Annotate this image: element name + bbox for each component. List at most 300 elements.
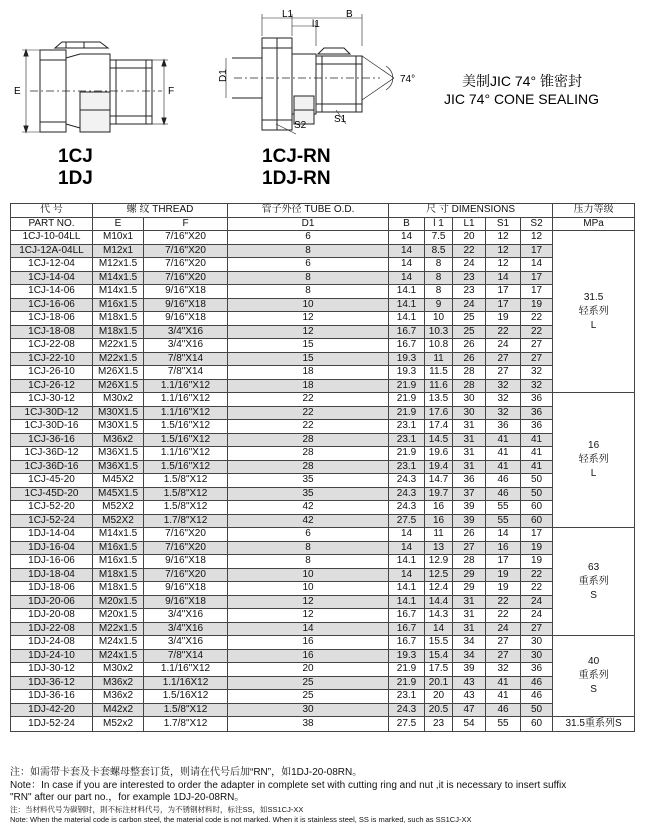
cell-dim-b: 14: [389, 231, 425, 245]
cell-dim-s2: 32: [521, 379, 553, 393]
cell-part-no: 1DJ-20-08: [11, 609, 93, 623]
cell-dim-b: 21.9: [389, 406, 425, 420]
cell-tube-d1: 8: [228, 244, 389, 258]
cell-part-no: 1DJ-22-08: [11, 622, 93, 636]
cell-dim-l1: 26: [453, 352, 486, 366]
cell-dim-l1: 29: [453, 568, 486, 582]
cell-dim-s2: 19: [521, 541, 553, 555]
cell-thread-e: M52x2: [93, 717, 144, 732]
cell-dim-l1-small: 16: [425, 514, 453, 528]
cell-dim-s1: 27: [486, 636, 521, 650]
cell-dim-s2: 22: [521, 312, 553, 326]
cell-dim-b: 16.7: [389, 622, 425, 636]
right-fitting-drawing: [226, 14, 394, 134]
cell-dim-b: 14.1: [389, 285, 425, 299]
pressure-cn: 重系列: [578, 670, 609, 681]
dim-label-angle: 74°: [400, 74, 416, 85]
cell-dim-b: 16.7: [389, 339, 425, 353]
cell-part-no: 1DJ-36-16: [11, 690, 93, 704]
cell-tube-d1: 6: [228, 231, 389, 245]
cell-dim-s1: 46: [486, 487, 521, 501]
cell-thread-e: M18x1.5: [93, 325, 144, 339]
dim-label-b: B: [346, 9, 353, 20]
cell-dim-l1-small: 11.5: [425, 366, 453, 380]
cell-dim-l1: 31: [453, 595, 486, 609]
cell-part-no: 1CJ-26-10: [11, 366, 93, 380]
cell-dim-b: 27.5: [389, 514, 425, 528]
cell-dim-s2: 41: [521, 433, 553, 447]
cell-dim-s2: 24: [521, 609, 553, 623]
cell-thread-e: M26X1.5: [93, 366, 144, 380]
cell-tube-d1: 8: [228, 285, 389, 299]
table-row: [11, 649, 635, 663]
cell-part-no: 1DJ-16-04: [11, 541, 93, 555]
cell-dim-s2: 60: [521, 501, 553, 515]
pressure-group-cell: [553, 528, 635, 636]
cell-dim-b: 14.1: [389, 298, 425, 312]
cell-dim-l1: 30: [453, 393, 486, 407]
cell-dim-l1-small: 14: [425, 622, 453, 636]
cell-part-no: 1CJ-36D-12: [11, 447, 93, 461]
cell-dim-b: 21.9: [389, 393, 425, 407]
table-row: [11, 582, 635, 596]
cell-dim-l1: 54: [453, 717, 486, 732]
cell-tube-d1: 16: [228, 636, 389, 650]
cell-dim-b: 19.3: [389, 649, 425, 663]
cell-dim-s2: 19: [521, 298, 553, 312]
dim-label-e: E: [14, 86, 21, 97]
table-row: [11, 717, 635, 732]
cell-part-no: 1CJ-30D-16: [11, 420, 93, 434]
dim-label-l1-upper: L1: [282, 9, 294, 20]
table-row: [11, 676, 635, 690]
cell-dim-s1: 17: [486, 555, 521, 569]
cell-part-no: 1CJ-10-04LL: [11, 231, 93, 245]
cell-dim-l1: 26: [453, 339, 486, 353]
cell-thread-f: 1.5/8"X12: [144, 703, 228, 717]
table-row: [11, 460, 635, 474]
cell-dim-s2: 17: [521, 271, 553, 285]
header-l1-small: l 1: [425, 217, 453, 231]
dim-label-f: F: [168, 86, 175, 97]
table-row: [11, 258, 635, 272]
cell-thread-f: 7/16"X20: [144, 271, 228, 285]
cell-dim-l1: 24: [453, 258, 486, 272]
table-row: [11, 474, 635, 488]
cell-thread-f: 7/16"X20: [144, 244, 228, 258]
cell-tube-d1: 25: [228, 676, 389, 690]
cell-dim-s1: 16: [486, 541, 521, 555]
cell-thread-f: 9/16"X18: [144, 298, 228, 312]
cell-thread-e: M36x2: [93, 690, 144, 704]
header-e: E: [93, 217, 144, 231]
cell-dim-l1: 25: [453, 325, 486, 339]
cell-dim-s1: 41: [486, 676, 521, 690]
cell-thread-e: M18x1.5: [93, 582, 144, 596]
cell-part-no: 1CJ-12-04: [11, 258, 93, 272]
cell-dim-l1-small: 14.5: [425, 433, 453, 447]
cell-dim-s2: 19: [521, 555, 553, 569]
cell-dim-l1-small: 15.5: [425, 636, 453, 650]
cell-thread-e: M22x1.5: [93, 622, 144, 636]
cell-part-no: 1DJ-24-08: [11, 636, 93, 650]
pressure-value: 63: [588, 561, 600, 573]
cell-thread-f: 3/4"X16: [144, 609, 228, 623]
cell-thread-e: M22x1.5: [93, 339, 144, 353]
pressure-group-cell: [553, 717, 635, 732]
label-1dj-rn: 1DJ-RN: [262, 168, 331, 189]
cell-dim-s1: 27: [486, 649, 521, 663]
cell-dim-s2: 46: [521, 676, 553, 690]
cell-thread-f: 9/16"X18: [144, 312, 228, 326]
cell-thread-e: M10x1: [93, 231, 144, 245]
cell-dim-b: 14.1: [389, 555, 425, 569]
cell-thread-f: 1.1/16"X12: [144, 663, 228, 677]
cell-thread-e: M45X2: [93, 474, 144, 488]
header-d1: D1: [228, 217, 389, 231]
cell-thread-e: M12x1: [93, 244, 144, 258]
cell-dim-s1: 22: [486, 595, 521, 609]
cell-tube-d1: 22: [228, 406, 389, 420]
cell-thread-e: M36x2: [93, 433, 144, 447]
cell-dim-l1-small: 14.7: [425, 474, 453, 488]
header-dimensions: 尺 寸 DIMENSIONS: [389, 204, 553, 218]
cell-tube-d1: 12: [228, 595, 389, 609]
header-s1: S1: [486, 217, 521, 231]
cell-dim-s2: 36: [521, 393, 553, 407]
table-row: [11, 690, 635, 704]
label-1dj: 1DJ: [58, 168, 93, 189]
cell-part-no: 1DJ-52-24: [11, 717, 93, 732]
cell-thread-f: 1.5/16"X12: [144, 460, 228, 474]
cell-dim-l1: 28: [453, 366, 486, 380]
cell-thread-e: M36x2: [93, 676, 144, 690]
cell-part-no: 1CJ-30D-12: [11, 406, 93, 420]
cell-part-no: 1DJ-30-12: [11, 663, 93, 677]
pressure-value: 40: [588, 656, 600, 667]
table-row: [11, 312, 635, 326]
cell-dim-s2: 17: [521, 528, 553, 542]
cell-thread-e: M45X1.5: [93, 487, 144, 501]
table-row: [11, 636, 635, 650]
material-note-cn: 注：当材料代号为碳钢时，則不标注材料代号，为不锈钢材料时，标注SS，如SS1CJ-XX: [10, 804, 304, 814]
cell-tube-d1: 10: [228, 568, 389, 582]
cell-tube-d1: 8: [228, 555, 389, 569]
cell-dim-l1-small: 23: [425, 717, 453, 732]
cell-dim-s1: 12: [486, 231, 521, 245]
pressure-value: 31.5: [583, 291, 604, 303]
cell-dim-s2: 46: [521, 690, 553, 704]
cell-part-no: 1CJ-45-20: [11, 474, 93, 488]
cell-thread-f: 1.5/16X12: [144, 690, 228, 704]
table-row: [11, 622, 635, 636]
cell-dim-s1: 32: [486, 393, 521, 407]
cell-part-no: 1CJ-36D-16: [11, 460, 93, 474]
note-en-line2: "RN" after our part no.，for example 1DJ-20-08RN。: [10, 792, 245, 803]
cell-dim-l1-small: 20.1: [425, 676, 453, 690]
cell-tube-d1: 38: [228, 717, 389, 732]
cell-dim-s2: 36: [521, 663, 553, 677]
cell-dim-l1-small: 11: [425, 528, 453, 542]
table-row: [11, 244, 635, 258]
cell-dim-s1: 12: [486, 258, 521, 272]
cell-thread-e: M20x1.5: [93, 595, 144, 609]
cell-thread-f: 3/4"X16: [144, 339, 228, 353]
cell-dim-l1-small: 12.5: [425, 568, 453, 582]
cell-dim-b: 14: [389, 258, 425, 272]
cell-thread-f: 1.5/8"X12: [144, 501, 228, 515]
cell-part-no: 1CJ-26-12: [11, 379, 93, 393]
cell-dim-l1: 39: [453, 501, 486, 515]
cell-thread-f: 7/8"X14: [144, 366, 228, 380]
cell-dim-l1: 34: [453, 649, 486, 663]
cell-dim-s2: 60: [521, 717, 553, 732]
table-row: [11, 595, 635, 609]
cell-dim-s2: 17: [521, 244, 553, 258]
cell-dim-l1: 39: [453, 514, 486, 528]
cell-dim-s2: 41: [521, 447, 553, 461]
pressure-value: 31.5重系列S: [565, 718, 622, 729]
cell-dim-s2: 27: [521, 339, 553, 353]
cell-thread-f: 7/8"X14: [144, 649, 228, 663]
cell-tube-d1: 6: [228, 528, 389, 542]
cell-dim-s1: 46: [486, 703, 521, 717]
pressure-group-cell: [553, 393, 635, 528]
table-row: [11, 528, 635, 542]
cell-thread-f: 7/16"X20: [144, 568, 228, 582]
note-cn: 注：如需带卡套及卡套螺母整套订货，则请在代号后加“RN”，如1DJ-20-08RN。: [10, 767, 363, 778]
header-thread: 螺 纹 THREAD: [93, 204, 228, 218]
cell-dim-s2: 17: [521, 285, 553, 299]
cell-dim-l1-small: 8: [425, 258, 453, 272]
cell-dim-s2: 30: [521, 636, 553, 650]
cell-part-no: 1CJ-30-12: [11, 393, 93, 407]
cell-dim-b: 27.5: [389, 717, 425, 732]
cell-thread-e: M24x1.5: [93, 649, 144, 663]
cell-tube-d1: 28: [228, 447, 389, 461]
table-row: [11, 406, 635, 420]
cell-thread-e: M30x2: [93, 393, 144, 407]
cell-thread-f: 9/16"X18: [144, 285, 228, 299]
cell-thread-f: 1.1/16X12: [144, 676, 228, 690]
cell-dim-s2: 50: [521, 487, 553, 501]
cell-dim-b: 16.7: [389, 636, 425, 650]
cell-tube-d1: 28: [228, 460, 389, 474]
header-s2: S2: [521, 217, 553, 231]
cell-thread-e: M18x1.5: [93, 568, 144, 582]
cell-dim-l1-small: 13: [425, 541, 453, 555]
pressure-code: S: [590, 589, 597, 601]
cell-tube-d1: 15: [228, 352, 389, 366]
cell-dim-l1: 34: [453, 636, 486, 650]
cell-dim-l1: 20: [453, 231, 486, 245]
cell-dim-l1: 37: [453, 487, 486, 501]
cell-dim-l1-small: 10.3: [425, 325, 453, 339]
cell-dim-l1: 24: [453, 298, 486, 312]
cell-tube-d1: 10: [228, 582, 389, 596]
notes-block: [10, 767, 640, 825]
cell-thread-e: M24x1.5: [93, 636, 144, 650]
cell-thread-f: 1.5/8"X12: [144, 487, 228, 501]
table-row: [11, 352, 635, 366]
header-row-2: [11, 217, 635, 231]
cell-dim-s1: 46: [486, 474, 521, 488]
cell-dim-l1-small: 7.5: [425, 231, 453, 245]
pressure-group-cell: [553, 636, 635, 717]
cell-thread-f: 9/16"X18: [144, 555, 228, 569]
cell-part-no: 1CJ-22-10: [11, 352, 93, 366]
note-en-line1: Note：In case if you are interested to order the adapter in complete set with cutting ring and nut ,it is necessary to insert suffix: [10, 779, 567, 791]
cell-dim-b: 14: [389, 541, 425, 555]
cell-dim-b: 23.1: [389, 420, 425, 434]
cell-dim-l1-small: 10: [425, 312, 453, 326]
cell-dim-s2: 50: [521, 474, 553, 488]
cell-dim-s2: 22: [521, 582, 553, 596]
table-row: [11, 568, 635, 582]
cell-dim-b: 23.1: [389, 433, 425, 447]
cell-part-no: 1DJ-14-04: [11, 528, 93, 542]
cell-part-no: 1CJ-12A-04LL: [11, 244, 93, 258]
pressure-value: 16: [588, 440, 600, 451]
cell-tube-d1: 6: [228, 258, 389, 272]
cell-dim-l1: 23: [453, 285, 486, 299]
cell-thread-f: 7/16"X20: [144, 528, 228, 542]
cell-dim-l1: 47: [453, 703, 486, 717]
header-part-cn: 代 号: [11, 204, 93, 218]
table-row: [11, 366, 635, 380]
cell-thread-e: M20x1.5: [93, 609, 144, 623]
cell-part-no: 1CJ-14-04: [11, 271, 93, 285]
cell-tube-d1: 25: [228, 690, 389, 704]
cell-dim-b: 21.9: [389, 447, 425, 461]
cell-thread-f: 9/16"X18: [144, 595, 228, 609]
cell-dim-s1: 41: [486, 460, 521, 474]
cell-dim-b: 24.3: [389, 501, 425, 515]
cell-dim-s2: 36: [521, 406, 553, 420]
dim-label-d1: D1: [218, 69, 229, 82]
cell-dim-s1: 24: [486, 622, 521, 636]
table-row: [11, 325, 635, 339]
table-row: [11, 271, 635, 285]
cell-thread-f: 7/8"X14: [144, 352, 228, 366]
cell-dim-l1: 31: [453, 433, 486, 447]
cell-tube-d1: 15: [228, 339, 389, 353]
cell-thread-f: 7/16"X20: [144, 258, 228, 272]
table-row: [11, 501, 635, 515]
table-row: [11, 379, 635, 393]
cell-dim-l1-small: 16: [425, 501, 453, 515]
cell-dim-b: 24.3: [389, 487, 425, 501]
pressure-group-cell: [553, 231, 635, 393]
cell-dim-l1: 22: [453, 244, 486, 258]
cell-dim-s1: 22: [486, 325, 521, 339]
cell-part-no: 1CJ-16-06: [11, 298, 93, 312]
cell-dim-s2: 14: [521, 258, 553, 272]
cell-dim-s1: 32: [486, 379, 521, 393]
cell-thread-f: 1.5/16"X12: [144, 420, 228, 434]
cell-part-no: 1CJ-18-08: [11, 325, 93, 339]
cell-part-no: 1CJ-36-16: [11, 433, 93, 447]
cell-dim-s1: 22: [486, 609, 521, 623]
cell-dim-s1: 24: [486, 339, 521, 353]
cell-tube-d1: 35: [228, 487, 389, 501]
header-f: F: [144, 217, 228, 231]
cell-thread-e: M30x2: [93, 663, 144, 677]
cell-part-no: 1DJ-36-12: [11, 676, 93, 690]
cell-thread-e: M52X2: [93, 514, 144, 528]
cell-thread-e: M16x1.5: [93, 541, 144, 555]
cone-sealing-en: JIC 74° CONE SEALING: [444, 91, 599, 107]
cell-dim-l1-small: 8: [425, 285, 453, 299]
cell-dim-s2: 36: [521, 420, 553, 434]
cell-thread-e: M30X1.5: [93, 406, 144, 420]
dim-label-l1-lower: l1: [312, 19, 320, 30]
cell-thread-e: M36X1.5: [93, 460, 144, 474]
cell-thread-f: 3/4"X16: [144, 325, 228, 339]
cell-dim-l1-small: 10.8: [425, 339, 453, 353]
label-1cj: 1CJ: [58, 146, 93, 167]
cell-dim-l1: 31: [453, 609, 486, 623]
cell-dim-l1-small: 17.4: [425, 420, 453, 434]
cell-dim-s2: 22: [521, 568, 553, 582]
cell-tube-d1: 20: [228, 663, 389, 677]
cell-dim-s1: 36: [486, 420, 521, 434]
cell-thread-f: 1.1/16"X12: [144, 447, 228, 461]
cell-dim-l1: 36: [453, 474, 486, 488]
header-row-1: [11, 204, 635, 218]
cell-tube-d1: 18: [228, 366, 389, 380]
cell-dim-l1: 30: [453, 406, 486, 420]
cell-thread-e: M12x1.5: [93, 258, 144, 272]
cell-dim-s2: 32: [521, 366, 553, 380]
cell-part-no: 1DJ-16-06: [11, 555, 93, 569]
header-b: B: [389, 217, 425, 231]
header-l1: L1: [453, 217, 486, 231]
table-row: [11, 298, 635, 312]
cell-dim-b: 14.1: [389, 582, 425, 596]
cell-dim-l1: 43: [453, 690, 486, 704]
cell-dim-b: 24.3: [389, 474, 425, 488]
cell-dim-s2: 30: [521, 649, 553, 663]
dim-label-s1: S1: [334, 114, 347, 125]
cell-tube-d1: 22: [228, 420, 389, 434]
cell-thread-e: M14x1.5: [93, 528, 144, 542]
cell-dim-s1: 55: [486, 717, 521, 732]
cell-part-no: 1CJ-14-06: [11, 285, 93, 299]
material-note-en: Note: When the material code is carbon steel, the material code is not marked. When it is stainless steel, SS is marked, such as SS1CJ-XX: [10, 814, 472, 824]
dim-label-s2: S2: [294, 120, 307, 131]
cell-part-no: 1CJ-45D-20: [11, 487, 93, 501]
cell-part-no: 1DJ-18-04: [11, 568, 93, 582]
cell-dim-b: 21.9: [389, 379, 425, 393]
cell-dim-s1: 14: [486, 271, 521, 285]
cell-tube-d1: 12: [228, 609, 389, 623]
cell-dim-b: 14: [389, 271, 425, 285]
cell-thread-f: 1.5/16"X12: [144, 433, 228, 447]
cell-dim-b: 14: [389, 244, 425, 258]
cell-dim-l1-small: 17.5: [425, 663, 453, 677]
cell-dim-s1: 27: [486, 352, 521, 366]
cell-part-no: 1CJ-52-20: [11, 501, 93, 515]
cell-tube-d1: 12: [228, 325, 389, 339]
cell-dim-l1: 28: [453, 379, 486, 393]
cell-thread-e: M14x1.5: [93, 271, 144, 285]
cell-thread-e: M30X1.5: [93, 420, 144, 434]
table-row: [11, 541, 635, 555]
cell-dim-s1: 27: [486, 366, 521, 380]
pressure-cn: 重系列: [578, 575, 609, 587]
cell-tube-d1: 12: [228, 312, 389, 326]
